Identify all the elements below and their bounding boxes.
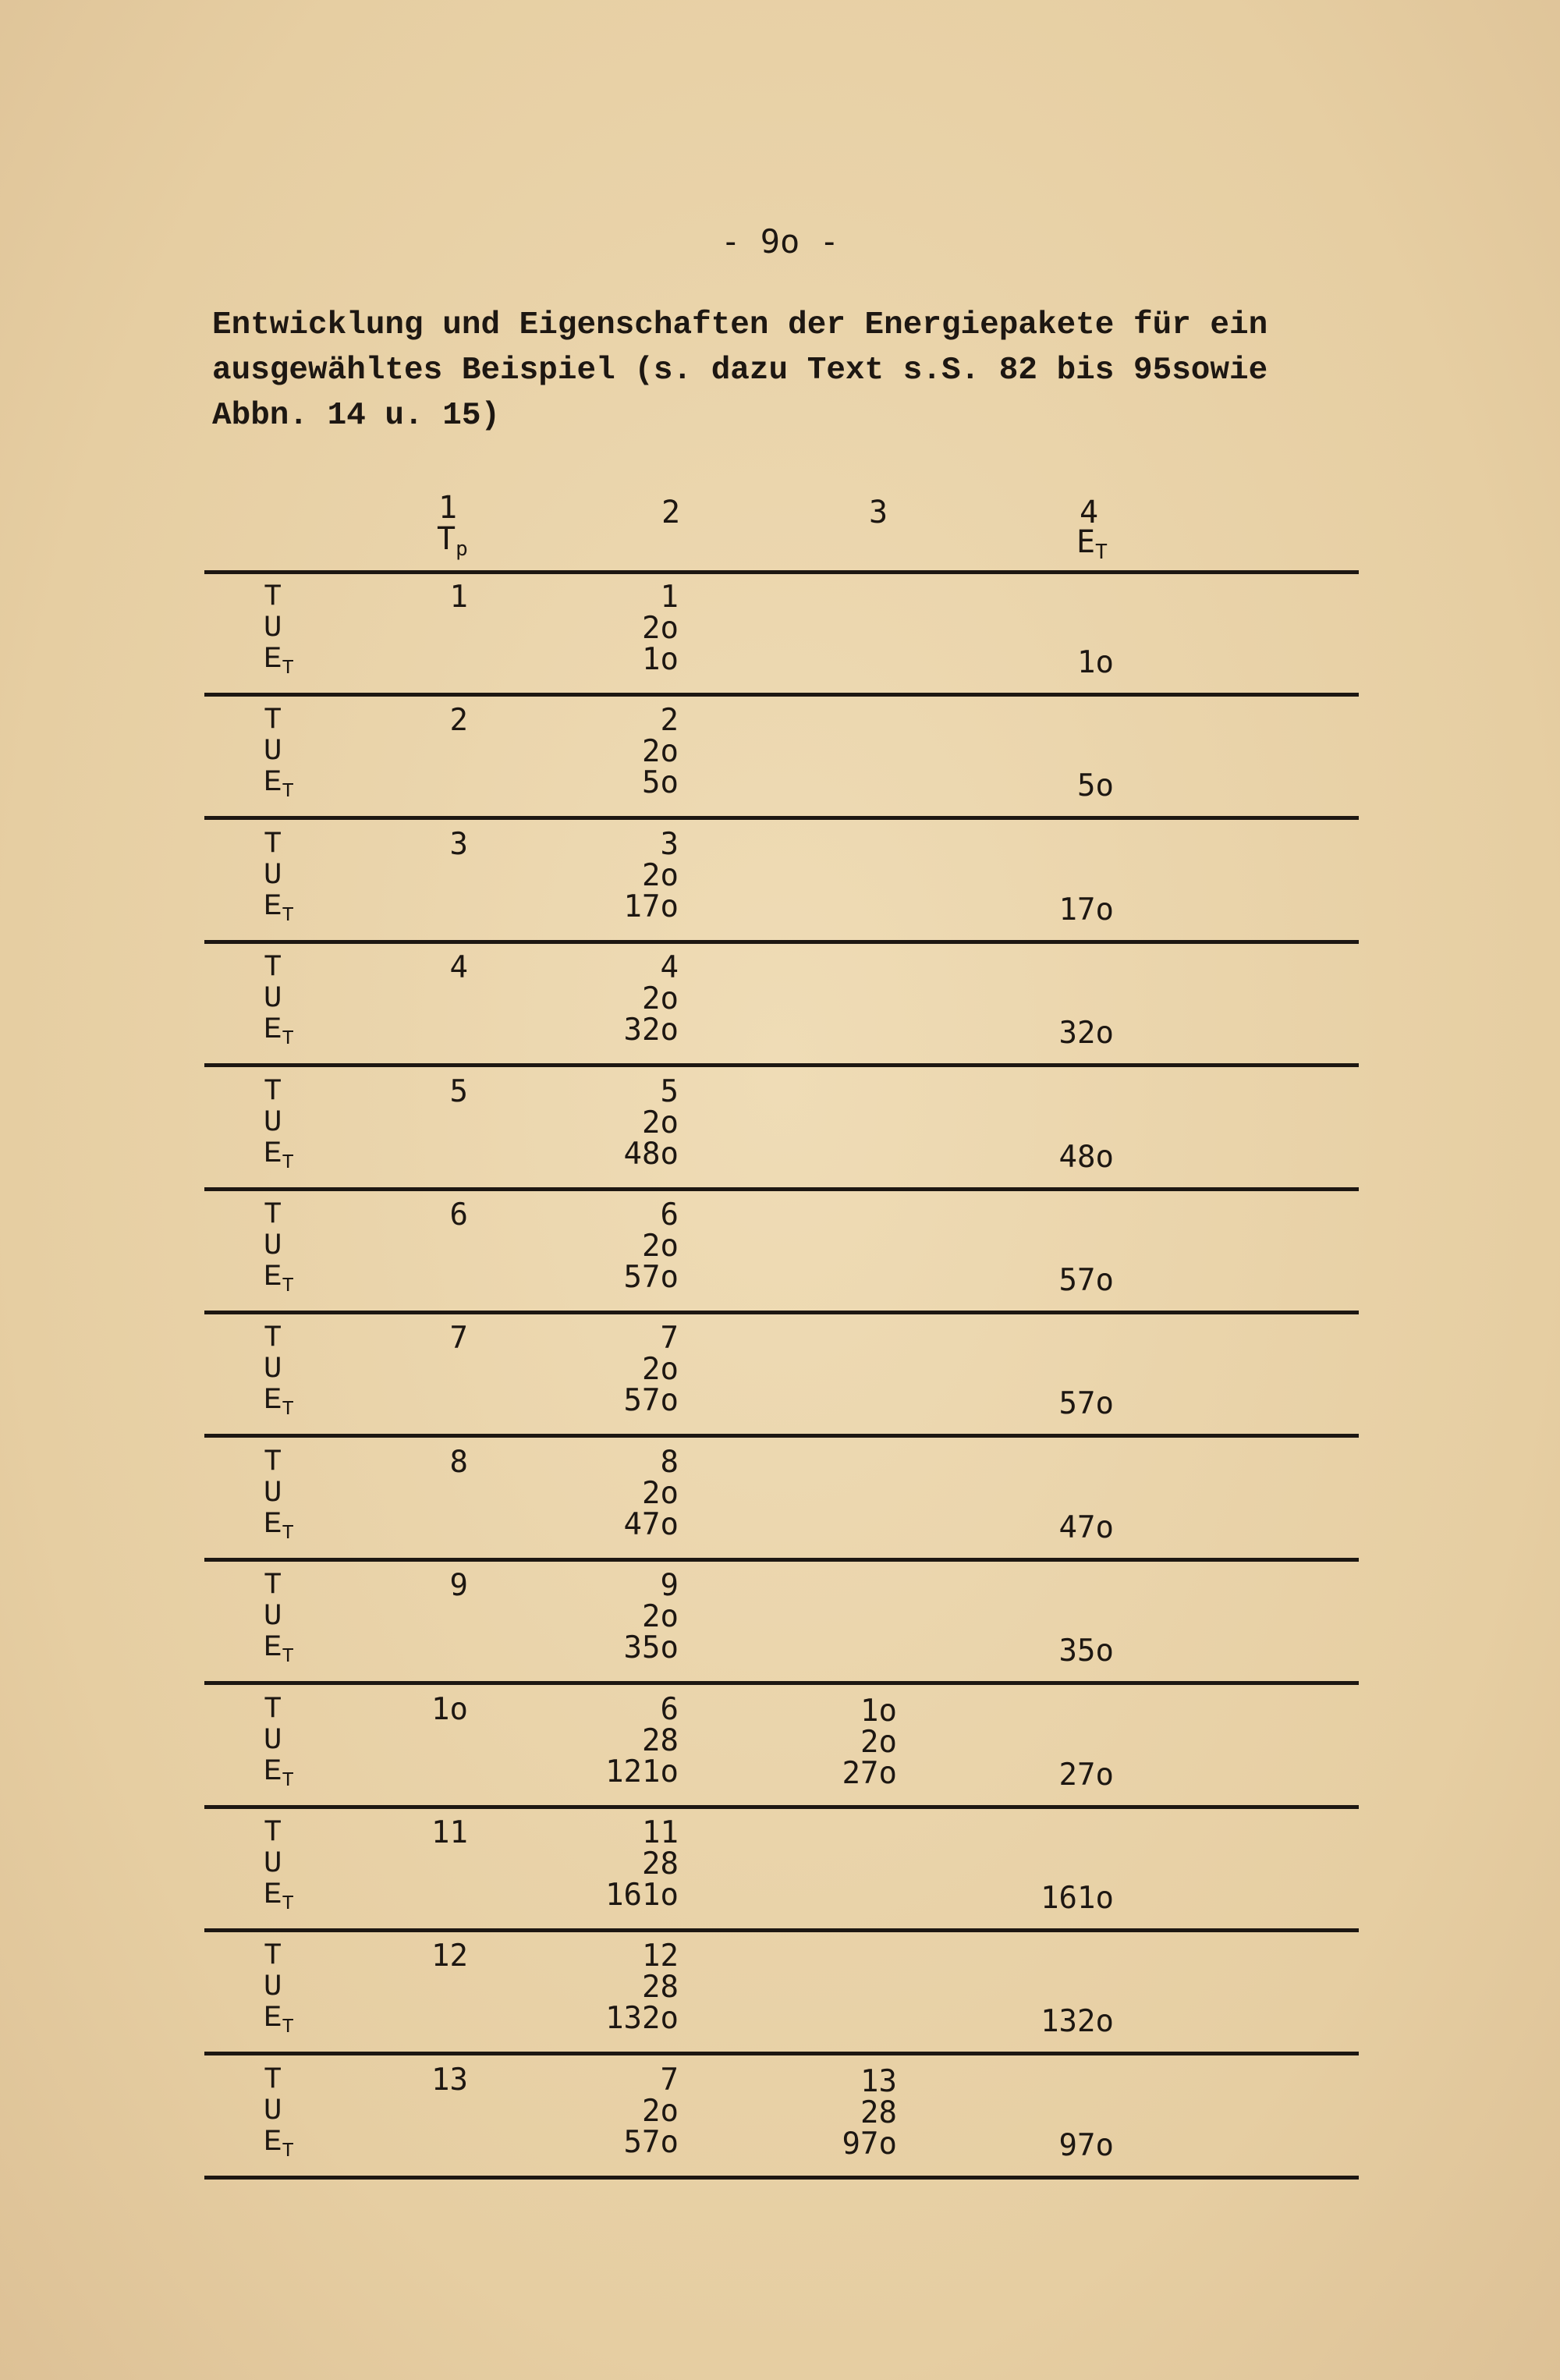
row-label-et: $E_T$: [264, 889, 295, 927]
row-label-u: U: [264, 1722, 282, 1758]
cell-col3: 28: [860, 2094, 897, 2130]
cell-col2: 11: [642, 1815, 679, 1850]
cell-col2: 9: [660, 1568, 679, 1604]
cell-col2: 17o: [623, 889, 679, 924]
cell-tp: 6: [449, 1197, 468, 1233]
row-label-t: T: [264, 2062, 282, 2097]
row-label-u: U: [264, 1229, 282, 1263]
cell-et: 47o: [1058, 1509, 1114, 1545]
row-rule: [204, 1063, 1359, 1067]
cell-et: 35o: [1058, 1633, 1114, 1669]
row-label-t: T: [264, 703, 282, 738]
cell-col2: 2o: [642, 734, 679, 770]
cell-col3: 27o: [842, 1755, 897, 1791]
row-rule: [204, 1681, 1359, 1685]
row-label-et: $E_T$: [264, 1383, 295, 1421]
cell-col3: 13: [860, 2063, 897, 2099]
cell-col2: 5o: [642, 765, 679, 801]
cell-tp: 7: [449, 1321, 468, 1357]
cell-tp: 13: [431, 2062, 468, 2098]
cell-col3: 97o: [842, 2126, 897, 2162]
cell-et: 97o: [1058, 2127, 1114, 2163]
row-label-u: U: [264, 857, 282, 892]
caption-line: ausgewählt​es Beispiel (s. dazu Text s.S. 82 bis 95sowie: [212, 353, 1268, 388]
row-label-et: $E_T$: [264, 2001, 295, 2039]
cell-col2: 2o: [642, 857, 679, 893]
column-3-number: 3: [869, 495, 888, 530]
row-label-et: $E_T$: [264, 1878, 295, 1915]
column-4-number: 4: [1080, 495, 1099, 530]
cell-col2: 57o: [623, 1383, 679, 1419]
row-rule: [204, 1311, 1359, 1314]
column-4-symbol: $E_T$: [1076, 524, 1108, 564]
column-1-number: 1: [438, 490, 458, 526]
row-label-et: $E_T$: [264, 1136, 295, 1174]
cell-col2: 2o: [642, 1229, 679, 1264]
caption-line: Entwicklung und Eigenschaften der Energiepakete für ein: [212, 307, 1268, 343]
cell-col2: 2o: [642, 1105, 679, 1140]
cell-et: 57o: [1058, 1386, 1114, 1422]
row-label-u: U: [264, 734, 282, 769]
cell-col2: 6: [660, 1197, 679, 1233]
cell-et: 161o: [1041, 1881, 1114, 1916]
cell-col2: 47o: [623, 1506, 679, 1542]
row-rule: [204, 1187, 1359, 1191]
cell-col2: 2o: [642, 1475, 679, 1511]
cell-tp: 5: [449, 1073, 468, 1109]
cell-col2: 28: [642, 1722, 679, 1758]
cell-tp: 2: [449, 703, 468, 739]
cell-tp: 3: [449, 826, 468, 862]
row-label-et: $E_T$: [264, 1013, 295, 1051]
row-label-et: $E_T$: [264, 1506, 295, 1545]
row-label-u: U: [264, 1970, 282, 2005]
row-label-et: $E_T$: [264, 1630, 295, 1669]
cell-col2: 7: [660, 2062, 679, 2098]
row-label-u: U: [264, 1599, 282, 1634]
row-label-u: U: [264, 2093, 282, 2128]
header-rule: [204, 570, 1359, 574]
row-rule: [204, 940, 1359, 944]
column-1-symbol: $T_p$: [437, 521, 468, 561]
cell-col2: 57o: [623, 2124, 679, 2160]
row-label-u: U: [264, 1846, 282, 1881]
column-2-number: 2: [661, 495, 681, 530]
cell-et: 5o: [1077, 768, 1114, 804]
cell-col2: 32o: [623, 1013, 679, 1048]
row-label-t: T: [264, 1444, 282, 1479]
cell-et: 17o: [1058, 892, 1114, 928]
cell-col2: 7: [660, 1321, 679, 1357]
cell-tp: 9: [449, 1568, 468, 1604]
row-label-t: T: [264, 826, 282, 861]
cell-col2: 2o: [642, 611, 679, 646]
cell-col2: 3: [660, 826, 679, 862]
cell-col2: 28: [642, 1970, 679, 2006]
cell-col2: 2o: [642, 1352, 679, 1388]
row-rule: [204, 2176, 1359, 2180]
cell-tp: 11: [431, 1815, 468, 1850]
cell-tp: 8: [449, 1444, 468, 1480]
cell-col2: 12: [642, 1938, 679, 1974]
row-rule: [204, 1558, 1359, 1562]
cell-col2: 5: [660, 1073, 679, 1109]
cell-tp: 12: [431, 1938, 468, 1974]
cell-col2: 121o: [605, 1754, 679, 1789]
cell-col2: 48o: [623, 1136, 679, 1172]
cell-tp: 4: [449, 950, 468, 986]
cell-et: 132o: [1041, 2004, 1114, 2040]
row-label-t: T: [264, 1197, 282, 1232]
cell-tp: 1: [449, 580, 468, 615]
cell-et: 27o: [1058, 1757, 1114, 1793]
row-label-t: T: [264, 1568, 282, 1603]
cell-col2: 35o: [623, 1630, 679, 1666]
row-label-t: T: [264, 1073, 282, 1108]
cell-col2: 2o: [642, 1599, 679, 1635]
row-label-t: T: [264, 1321, 282, 1356]
row-rule: [204, 1928, 1359, 1932]
row-rule: [204, 2052, 1359, 2055]
cell-col2: 161o: [605, 1878, 679, 1913]
page-number: - 9o -: [721, 222, 839, 261]
cell-col2: 4: [660, 950, 679, 986]
row-label-et: $E_T$: [264, 2124, 295, 2162]
row-label-t: T: [264, 580, 282, 614]
cell-et: 32o: [1058, 1016, 1114, 1052]
caption-line: Abbn. 14 u. 15): [212, 398, 501, 434]
row-rule: [204, 1434, 1359, 1438]
row-rule: [204, 816, 1359, 820]
row-label-et: $E_T$: [264, 765, 295, 803]
cell-et: 57o: [1058, 1263, 1114, 1298]
cell-col2: 2: [660, 703, 679, 739]
cell-col2: 6: [660, 1691, 679, 1727]
row-label-et: $E_T$: [264, 1754, 295, 1792]
row-label-t: T: [264, 1691, 282, 1726]
cell-col2: 8: [660, 1444, 679, 1480]
row-label-et: $E_T$: [264, 1260, 295, 1297]
table-caption: [212, 303, 1335, 438]
row-label-t: T: [264, 950, 282, 985]
row-label-u: U: [264, 981, 282, 1016]
row-label-t: T: [264, 1938, 282, 1974]
row-rule: [204, 1805, 1359, 1809]
cell-col3: 2o: [860, 1724, 897, 1760]
cell-et: 48o: [1058, 1139, 1114, 1175]
cell-col2: 2o: [642, 981, 679, 1017]
row-label-u: U: [264, 1352, 282, 1387]
cell-col2: 1o: [642, 642, 679, 677]
cell-col2: 2o: [642, 2093, 679, 2129]
row-label-u: U: [264, 1475, 282, 1510]
row-rule: [204, 693, 1359, 697]
row-label-et: $E_T$: [264, 642, 295, 679]
row-label-u: U: [264, 1105, 282, 1140]
cell-col2: 28: [642, 1846, 679, 1882]
row-label-u: U: [264, 611, 282, 645]
cell-col2: 57o: [623, 1260, 679, 1295]
row-label-t: T: [264, 1815, 282, 1850]
cell-col2: 132o: [605, 2001, 679, 2037]
cell-col3: 1o: [860, 1693, 897, 1729]
cell-col2: 1: [660, 580, 679, 615]
cell-et: 1o: [1077, 645, 1114, 680]
cell-tp: 1o: [431, 1691, 468, 1727]
